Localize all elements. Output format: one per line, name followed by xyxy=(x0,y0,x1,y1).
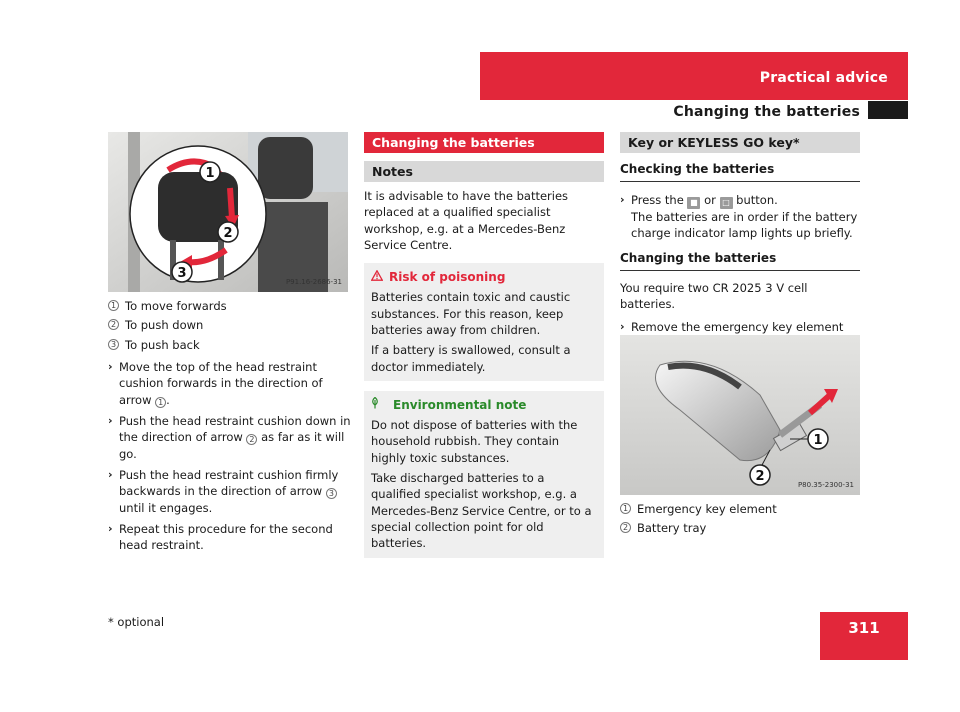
figure1-callout-1: 1 xyxy=(205,166,215,181)
middle-column xyxy=(364,132,604,558)
figure1-code: P91.16-2686-31 xyxy=(285,278,342,287)
changing-batteries-subheading: Changing the batteries xyxy=(620,250,860,271)
environment-text: Take discharged batteries to a qualified specialist workshop, e.g. a Mercedes-Benz Service Centre, or to a special collection point for old batteries. xyxy=(371,471,592,551)
figure2-code: P80.35-2300-31 xyxy=(797,481,854,490)
instruction-step: › Push the head restraint cushion down in the direction of arrow 2 as far as it will go. xyxy=(108,413,351,461)
footnote: * optional xyxy=(108,615,165,629)
step-arrow-icon: › xyxy=(620,193,625,207)
left-column xyxy=(108,298,352,559)
unlock-button-icon: □ xyxy=(720,197,733,209)
warning-text: If a battery is swallowed, consult a doctor immediately. xyxy=(371,343,571,374)
step-arrow-icon: › xyxy=(108,521,113,535)
battery-requirement: You require two CR 2025 3 V cell batteries. xyxy=(620,280,808,312)
environment-title: Environmental note xyxy=(393,397,527,412)
legend-item: 3 To push back xyxy=(108,337,352,353)
step-arrow-icon: › xyxy=(108,359,113,373)
figure1-legend xyxy=(108,298,352,353)
chapter-title: Practical advice xyxy=(759,70,888,86)
environment-text: Do not dispose of batteries with the household rubbish. They contain highly toxic substances. xyxy=(371,418,578,465)
legend-item: 1 To move forwards xyxy=(108,298,352,314)
legend-item: 2 To push down xyxy=(108,317,352,333)
figure1-callout-3: 3 xyxy=(177,266,187,281)
key-figure xyxy=(620,335,860,495)
lock-button-icon: ■ xyxy=(687,197,700,209)
instruction-step: › Repeat this procedure for the second head restraint. xyxy=(108,521,333,553)
legend-item: 1 Emergency key element xyxy=(620,501,860,517)
key-heading: Key or KEYLESS GO key* xyxy=(620,132,860,153)
right-column xyxy=(620,132,860,357)
instruction-step: › Push the head restraint cushion firmly backwards in the direction of arrow 3 until it engages. xyxy=(108,467,339,515)
environment-leaf-icon xyxy=(371,397,379,414)
chapter-header-bar xyxy=(480,52,908,100)
page-number-box xyxy=(820,612,908,660)
notes-heading: Notes xyxy=(364,161,604,182)
legend-item: 2 Battery tray xyxy=(620,520,860,536)
step-arrow-icon: › xyxy=(108,467,113,481)
head-restraint-figure xyxy=(108,132,348,292)
instruction-step: › Press the ■ or □ button. The batteries are in order if the battery charge indicator lamp lights up briefly. xyxy=(620,193,858,241)
figure2-callout-2: 2 xyxy=(755,469,765,484)
figure2-callout-1: 1 xyxy=(813,433,823,448)
section-marker xyxy=(868,101,908,119)
warning-box xyxy=(364,263,604,381)
figure2-legend xyxy=(620,501,860,540)
notes-text: It is advisable to have the batteries replaced at a qualified specialist workshop, e.g. at a Mercedes-Benz Service Centre. xyxy=(364,189,569,252)
step-arrow-icon: › xyxy=(108,413,113,427)
changing-batteries-heading: Changing the batteries xyxy=(364,132,604,153)
section-title: Changing the batteries xyxy=(673,104,860,120)
warning-triangle-icon xyxy=(371,269,383,286)
instruction-step: › Move the top of the head restraint cushion forwards in the direction of arrow 1 . xyxy=(108,359,323,407)
environment-box xyxy=(364,391,604,558)
instruction-step: › Remove the emergency key element xyxy=(620,319,860,352)
figure1-callout-2: 2 xyxy=(223,226,233,241)
step-arrow-icon: › xyxy=(620,320,625,334)
warning-text: Batteries contain toxic and caustic substances. For this reason, keep batteries away from children. xyxy=(371,290,571,337)
checking-batteries-heading: Checking the batteries xyxy=(620,161,860,182)
warning-title: Risk of poisoning xyxy=(389,270,506,285)
page-number: 311 xyxy=(848,619,880,637)
